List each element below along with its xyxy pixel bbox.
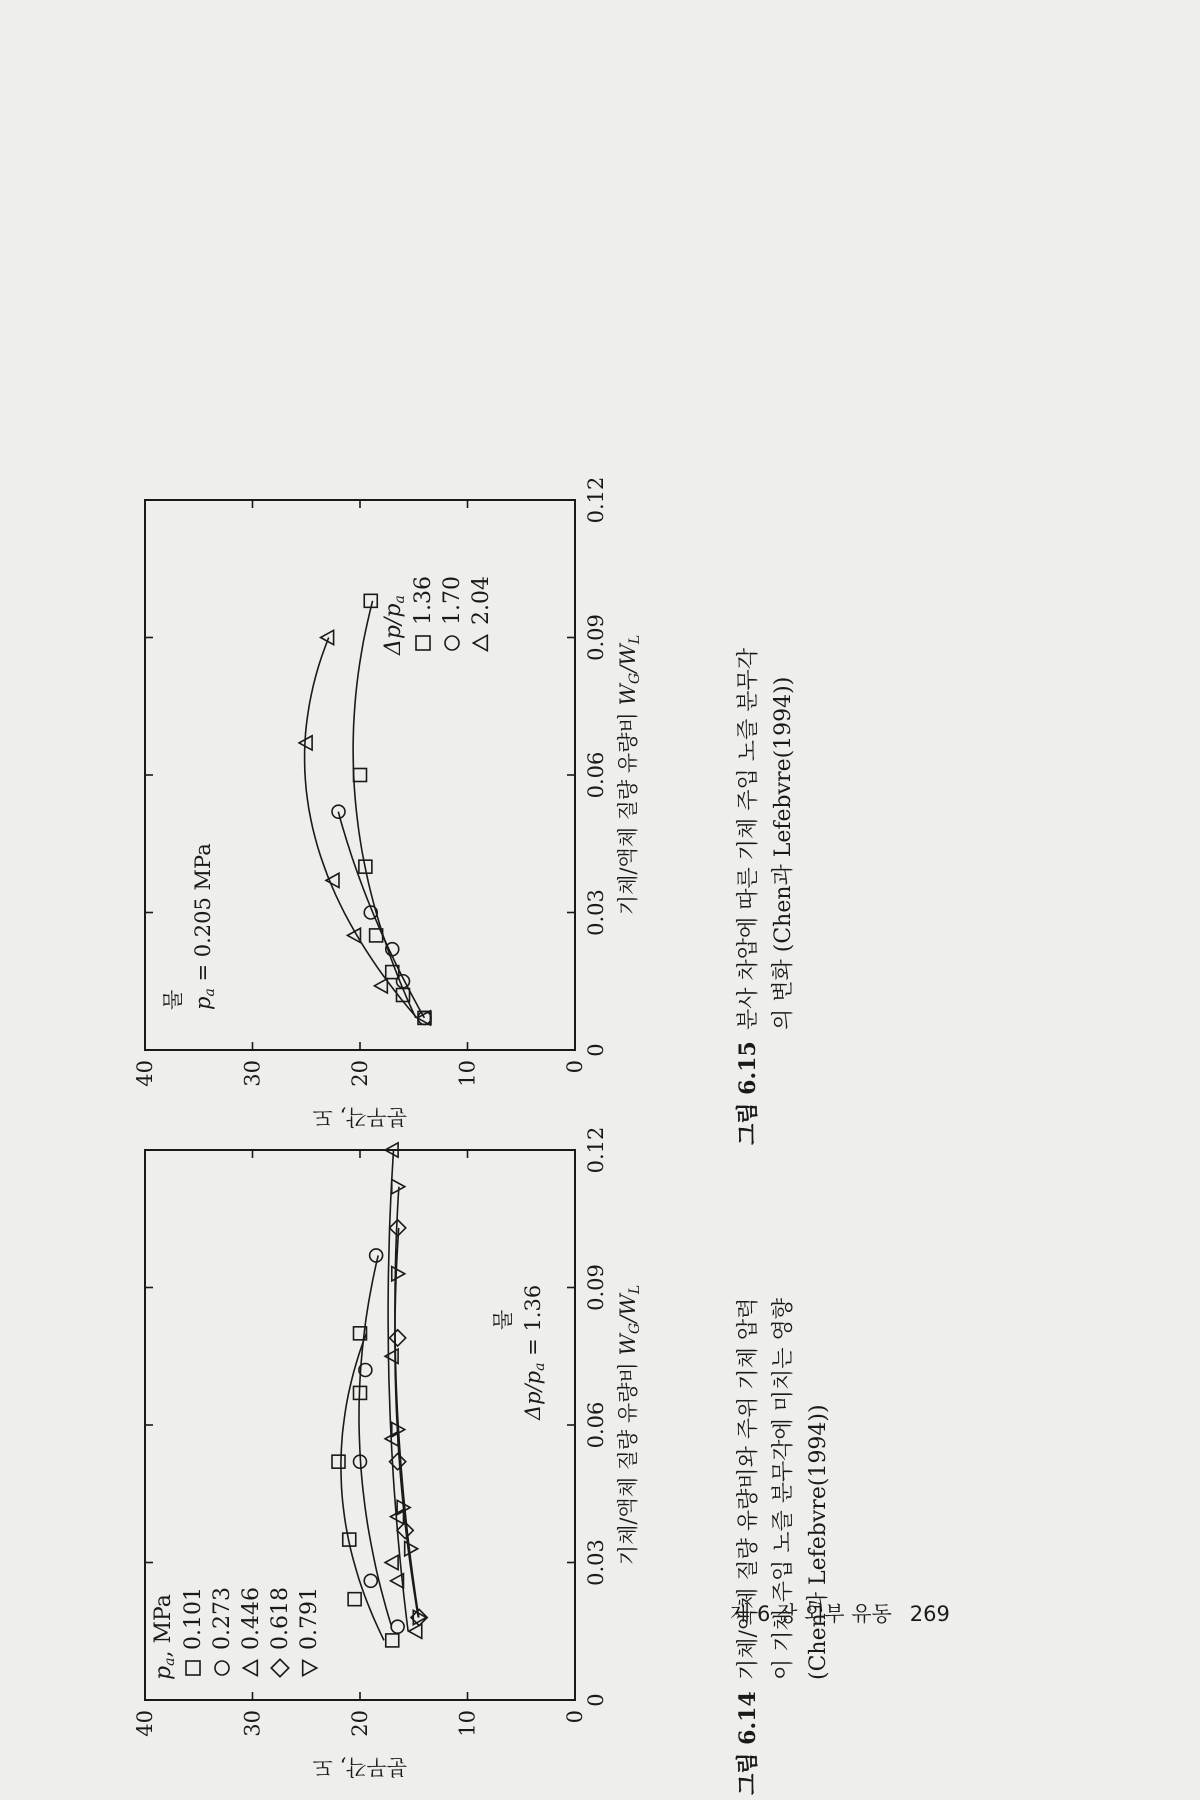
- legend-label: 2.04: [469, 576, 494, 625]
- x-axis-label-var: /W: [616, 644, 640, 673]
- page-number: 269: [909, 1602, 950, 1626]
- y-tick-label: 40: [133, 1710, 157, 1737]
- y-axis-label: 분무각, 도: [312, 1755, 408, 1779]
- legend-label: 0.791: [297, 1587, 322, 1650]
- annotation-part: p: [191, 996, 215, 1010]
- data-point-square: [354, 769, 367, 782]
- data-point-triangle-up: [409, 1624, 422, 1638]
- data-point-diamond: [390, 1330, 406, 1346]
- data-point-circle: [391, 1620, 404, 1633]
- x-tick-label: 0.06: [584, 751, 608, 799]
- data-point-square: [386, 1634, 399, 1647]
- x-tick-label: 0.06: [584, 1401, 608, 1449]
- x-axis-label-sub: G: [627, 672, 643, 684]
- y-tick-label: 20: [348, 1060, 372, 1087]
- x-axis-label: [616, 1285, 643, 1565]
- figure-caption-line: 분사 차압에 따른 기체 주입 노즐 분무각: [736, 648, 761, 1030]
- legend-label: 1.36: [411, 576, 436, 625]
- annotation-ambient-pressure: [191, 843, 218, 1010]
- chart-1: [133, 1127, 831, 1795]
- trend-curve-2: [338, 812, 424, 1018]
- legend-title-sub: a: [392, 595, 408, 604]
- data-point-triangle-down: [392, 1267, 405, 1281]
- figure-number: 그림 6.15: [735, 1041, 761, 1145]
- data-point-circle: [370, 1249, 383, 1262]
- chapter-title: 제 6 장 외부 유동: [730, 1602, 892, 1626]
- y-tick-label: 10: [455, 1710, 480, 1737]
- chart-2: [133, 477, 796, 1145]
- annotation-part: = 0.205 MPa: [191, 843, 215, 989]
- y-tick-label: 30: [240, 1710, 265, 1737]
- x-axis-label-var: W: [616, 1333, 640, 1356]
- annotation-part: Δp/p: [521, 1370, 545, 1420]
- x-tick-label: 0.12: [584, 476, 608, 524]
- legend-title-var: Δp/p: [381, 603, 406, 655]
- y-tick-label: 0: [563, 1710, 587, 1724]
- legend-label: 0.618: [268, 1587, 293, 1650]
- x-tick-label: 0.03: [584, 889, 608, 936]
- legend-label: 0.446: [239, 1587, 264, 1650]
- annotation-liquid: 물: [491, 1309, 515, 1330]
- trend-curve-5: [395, 1187, 419, 1618]
- legend-title: [381, 595, 408, 656]
- x-axis-label-sub: L: [627, 634, 643, 645]
- y-tick-label: 10: [455, 1060, 480, 1087]
- data-point-square: [332, 1455, 345, 1468]
- legend-marker-triangle-up: [473, 635, 487, 650]
- x-axis-label-text: 기체/액체 질량 유량비: [616, 1355, 640, 1566]
- x-tick-label: 0.12: [584, 1126, 608, 1174]
- legend-title-var: p: [151, 1665, 176, 1680]
- annotation-part: a: [202, 988, 218, 997]
- figure-caption-line: 이 기체 주입 노즐 분무각에 미치는 영향: [771, 1298, 796, 1680]
- annotation-pressure-ratio: [521, 1285, 548, 1421]
- x-tick-label: 0.09: [584, 614, 608, 661]
- figure-caption-line: 의 변화 (Chen과 Lefebvre(1994)): [771, 676, 796, 1030]
- legend-title: [151, 1594, 178, 1680]
- x-axis-label-sub: L: [627, 1284, 643, 1295]
- x-tick-label: 0: [584, 1043, 608, 1057]
- data-point-circle: [364, 1574, 377, 1587]
- trend-curve-3: [305, 638, 417, 1018]
- legend-marker-square: [416, 636, 430, 650]
- annotation-liquid: 물: [161, 989, 185, 1010]
- legend-marker-triangle-up: [243, 1660, 257, 1675]
- data-point-triangle-up: [385, 1555, 398, 1569]
- legend-title-sub: a: [162, 1657, 178, 1666]
- x-axis-label-var: W: [616, 683, 640, 706]
- y-tick-label: 0: [563, 1060, 587, 1074]
- legend-marker-triangle-down: [303, 1660, 317, 1675]
- legend-marker-circle: [445, 636, 459, 650]
- y-tick-label: 30: [240, 1060, 265, 1087]
- y-tick-label: 40: [133, 1060, 157, 1087]
- x-axis-label: [616, 635, 643, 915]
- trend-curve-2: [359, 1255, 392, 1626]
- figure-caption-line: 기체/액체 질량 유량비와 주위 기체 압력: [736, 1297, 761, 1680]
- annotation-part: a: [532, 1362, 548, 1371]
- legend-marker-circle: [215, 1661, 229, 1675]
- annotation-part: = 1.36: [521, 1284, 545, 1363]
- y-axis-label: 분무각, 도: [312, 1105, 408, 1129]
- x-axis-label-var: /W: [616, 1294, 640, 1323]
- figure-caption-line: (Chen과 Lefebvre(1994)): [806, 1404, 831, 1680]
- data-point-triangle-down: [405, 1542, 418, 1556]
- data-point-square: [348, 1593, 361, 1606]
- legend-label: 0.273: [210, 1587, 235, 1650]
- legend-label: 1.70: [440, 576, 465, 625]
- x-axis-label-sub: G: [627, 1322, 643, 1334]
- legend-title-unit: , MPa: [151, 1594, 176, 1658]
- legend-marker-diamond: [271, 1659, 289, 1677]
- x-axis-label-text: 기체/액체 질량 유량비: [616, 705, 640, 916]
- trend-curve-1: [353, 601, 416, 1018]
- legend-marker-square: [186, 1661, 200, 1675]
- x-tick-label: 0.09: [584, 1264, 608, 1311]
- figure-number: 그림 6.14: [735, 1691, 761, 1795]
- x-tick-label: 0.03: [584, 1539, 608, 1586]
- data-point-triangle-up: [374, 979, 387, 993]
- page-footer: [730, 1598, 950, 1628]
- x-tick-label: 0: [584, 1693, 608, 1707]
- legend-label: 0.101: [181, 1587, 206, 1650]
- y-tick-label: 20: [348, 1710, 372, 1737]
